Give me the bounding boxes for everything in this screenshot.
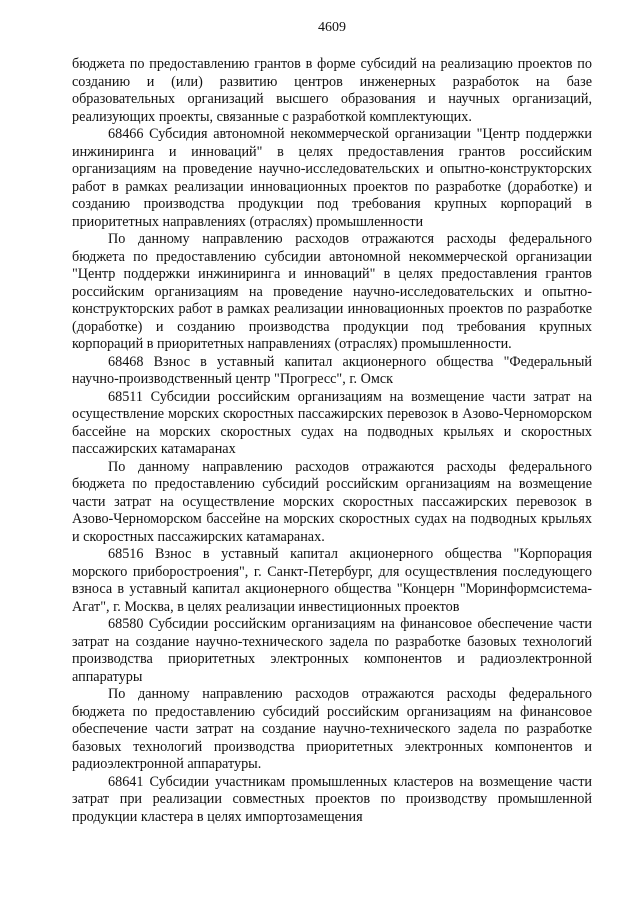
paragraph: По данному направлению расходов отражаются расходы федерального бюджета по предоставлению субсидий российским организациям на финансовое обеспечение части затрат на создание научно-технического задела по разработке базовых технологий производства приоритетных электронных компонентов и радиоэлектронной аппаратуры.: [72, 686, 592, 772]
paragraph: 68580 Субсидии российским организациям на финансовое обеспечение части затрат на создание научно-технического задела по разработке базовых технологий производства приоритетных электронных компонентов и радиоэлектронной аппаратуры: [72, 616, 592, 685]
paragraph: 68511 Субсидии российским организациям на возмещение части затрат на осуществление морских скоростных пассажирских перевозок в Азово-Черноморском бассейне на морских скоростных судах на подводных крыльях и скоростных пассажирских катамаранах: [72, 388, 592, 457]
page-number: 4609: [318, 20, 346, 35]
paragraph: 68516 Взнос в уставный капитал акционерного общества "Корпорация морского приборостроения", г. Санкт-Петербург, для осуществления последующего взноса в уставный капитал акционерного общества "Концерн "Моринформсистема-Агат", г. Москва, в целях реализации инвестиционных проектов: [72, 546, 592, 615]
document-body: [72, 56, 592, 826]
paragraph: бюджета по предоставлению грантов в форме субсидий на реализацию проектов по созданию и (или) развитию центров инженерных разработок на базе образовательных организаций высшего образования и научных организаций, реализующих проекты, связанные с разработкой комплектующих.: [72, 56, 592, 125]
paragraph: 68466 Субсидия автономной некоммерческой организации "Центр поддержки инжиниринга и инноваций" в целях предоставления грантов российским организациям на проведение научно-исследовательских и опытно-конструкторских работ в рамках реализации инновационных проектов по разработке (доработке) и созданию производства продукции под требования крупных корпораций в приоритетных направлениях (отраслях) промышленности: [72, 126, 592, 230]
paragraph: По данному направлению расходов отражаются расходы федерального бюджета по предоставлению субсидий российским организациям на возмещение части затрат на осуществление морских скоростных пассажирских перевозок в Азово-Черноморском бассейне на морских скоростных судах на подводных крыльях и скоростных пассажирских катамаранах.: [72, 458, 592, 545]
paragraph: 68468 Взнос в уставный капитал акционерного общества "Федеральный научно-производственный центр "Прогресс", г. Омск: [72, 353, 592, 387]
paragraph: 68641 Субсидии участникам промышленных кластеров на возмещение части затрат при реализации совместных проектов по производству промышленной продукции кластера в целях импортозамещения: [72, 773, 592, 825]
paragraph: По данному направлению расходов отражаются расходы федерального бюджета по предоставлению субсидии автономной некоммерческой организации "Центр поддержки инжиниринга и инноваций" в целях предоставления грантов российским организациям на проведение научно-исследовательских и опытно-конструкторских работ в рамках реализации инновационных проектов по разработке (доработке) и созданию производства продукции под требования крупных корпораций в приоритетных направлениях (отраслях) промышленности.: [72, 231, 592, 352]
